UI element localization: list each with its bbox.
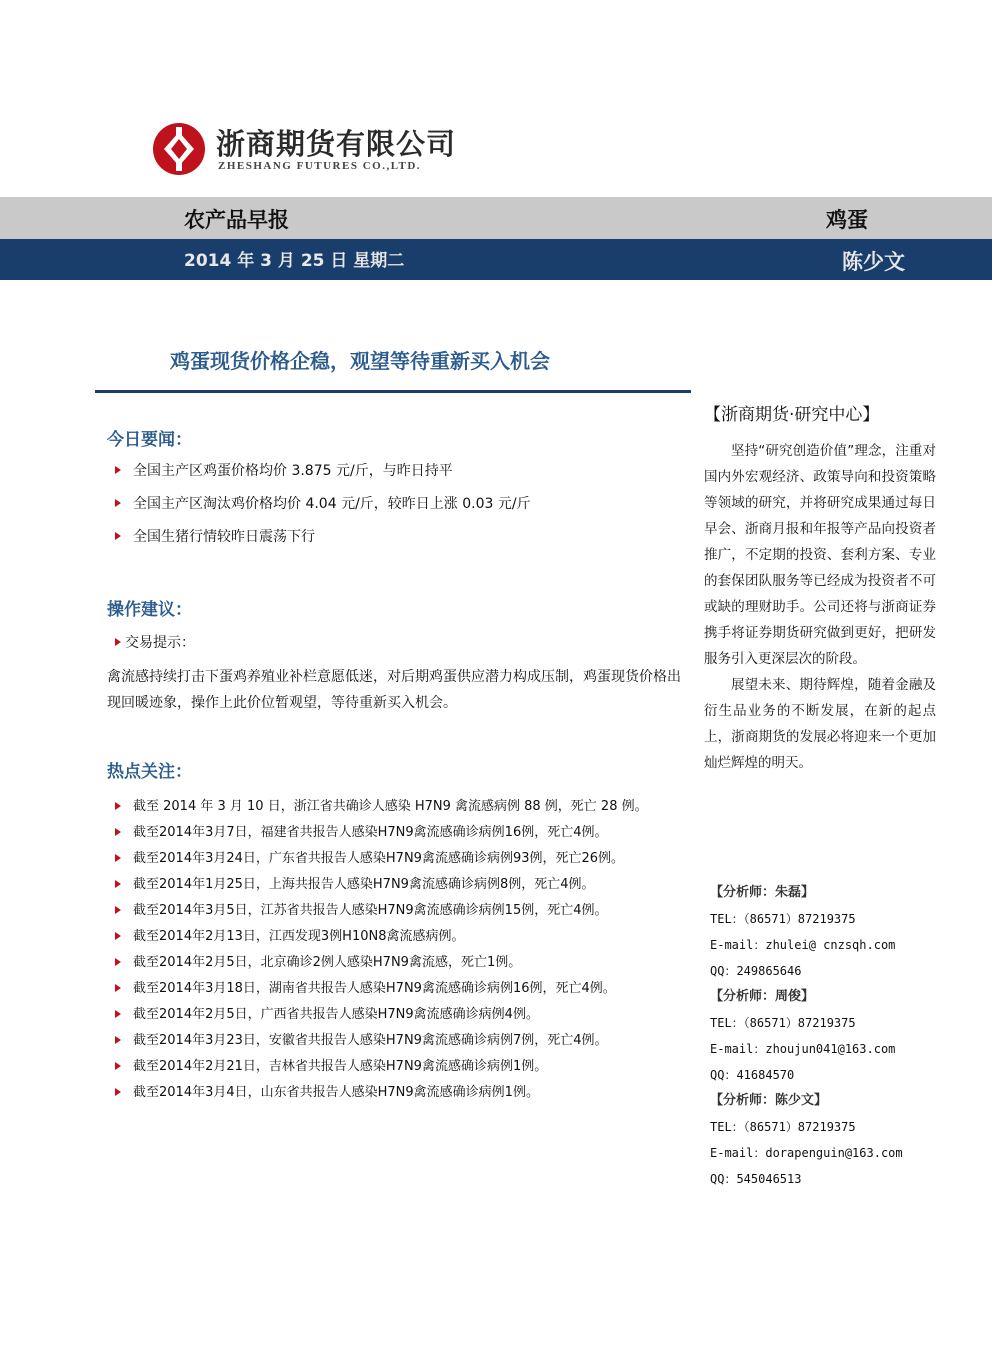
news-section-title: 今日要闻： <box>107 430 192 450</box>
hot-item: 截至2014年3月5日，江苏省共报告人感染H7N9禽流感确诊病例15例，死亡4例。 <box>115 900 648 926</box>
analyst-qq: QQ：545046513 <box>710 1172 802 1186</box>
bullet-triangle-icon <box>115 932 121 940</box>
bullet-triangle-icon <box>115 1088 121 1096</box>
news-list <box>115 460 531 559</box>
bullet-triangle-icon <box>115 984 121 992</box>
hot-item: 截至2014年2月13日，江西发现3例H10N8禽流感病例。 <box>115 926 648 952</box>
report-headline: 鸡蛋现货价格企稳，观望等待重新买入机会 <box>170 349 550 373</box>
analyst-qq: QQ：41684570 <box>710 1068 795 1082</box>
intro-paragraph: 坚持“研究创造价值”理念，注重对国内外宏观经济、政策导向和投资策略等领域的研究，并将研究成果通过每日早会、浙商月报和年报等产品向投资者推广，不定期的投资、套利方案、专业的套保团队服务等已经成为投资者不可或缺的理财助手。公司还将与浙商证券携手将证券期货研究做到更好，把研发服务引入更深层次的阶段。 <box>704 443 936 667</box>
report-type: 农产品早报 <box>184 208 289 232</box>
advice-text: 禽流感持续打击下蛋鸡养殖业补栏意愿低迷，对后期鸡蛋供应潜力构成压制，鸡蛋现货价格出现回暖迹象，操作上此价位暂观望，等待重新买入机会。 <box>107 669 681 711</box>
analyst-email: E-mail：zhoujun041@163.com <box>710 1042 896 1056</box>
headline-divider <box>95 390 691 393</box>
bullet-triangle-icon <box>115 1010 121 1018</box>
analyst-tel: TEL：（86571）87219375 <box>710 1016 856 1030</box>
company-name-en: ZHESHANG FUTURES CO.,LTD. <box>218 160 422 172</box>
advice-section-title: 操作建议： <box>107 600 192 620</box>
bullet-triangle-icon <box>115 958 121 966</box>
analyst-email: E-mail：zhulei@ cnzsqh.com <box>710 938 896 952</box>
analyst-qq: QQ：249865646 <box>710 964 802 978</box>
bullet-triangle-icon <box>115 1062 121 1070</box>
bullet-triangle-icon <box>115 802 121 810</box>
analyst-name: 【分析师：朱磊】 <box>710 885 815 900</box>
hot-item: 截至2014年2月5日，北京确诊2例人感染H7N9禽流感，死亡1例。 <box>115 952 648 978</box>
analyst-email: E-mail：dorapenguin@163.com <box>710 1146 903 1160</box>
hot-item: 截至 2014 年 3 月 10 日，浙江省共确诊人感染 H7N9 禽流感病例 88 例，死亡 28 例。 <box>115 796 648 822</box>
bullet-triangle-icon <box>115 854 121 862</box>
hot-item: 截至2014年1月25日，上海共报告人感染H7N9禽流感确诊病例8例，死亡4例。 <box>115 874 648 900</box>
research-center-title: 【浙商期货·研究中心】 <box>704 405 880 425</box>
analyst-name: 【分析师：陈少文】 <box>710 1093 828 1108</box>
company-logo-icon <box>152 122 206 176</box>
hot-section-title: 热点关注： <box>107 762 192 782</box>
hot-item: 截至2014年3月23日，安徽省共报告人感染H7N9禽流感确诊病例7例，死亡4例。 <box>115 1030 648 1056</box>
hot-item: 截至2014年3月24日，广东省共报告人感染H7N9禽流感确诊病例93例，死亡26例。 <box>115 848 648 874</box>
bullet-triangle-icon <box>115 532 121 540</box>
company-logo <box>152 120 457 180</box>
bullet-triangle-icon <box>115 906 121 914</box>
research-center-intro <box>704 438 936 776</box>
hot-item: 截至2014年3月4日，山东省共报告人感染H7N9禽流感确诊病例1例。 <box>115 1082 648 1108</box>
bullet-triangle-icon <box>115 880 121 888</box>
analyst-contacts <box>710 882 970 1194</box>
bullet-triangle-icon <box>115 499 121 507</box>
bullet-triangle-icon <box>115 1036 121 1044</box>
hot-item: 截至2014年3月18日，湖南省共报告人感染H7N9禽流感确诊病例16例，死亡4例。 <box>115 978 648 1004</box>
news-item: 全国主产区鸡蛋价格均价 3.875 元/斤，与昨日持平 <box>115 460 531 493</box>
news-item: 全国生猪行情较昨日震荡下行 <box>115 526 531 559</box>
company-name-cn: 浙商期货有限公司 <box>216 127 457 161</box>
bullet-triangle-icon <box>115 638 121 646</box>
hot-list <box>115 796 648 1108</box>
news-item: 全国主产区淘汰鸡价格均价 4.04 元/斤，较昨日上涨 0.03 元/斤 <box>115 493 531 526</box>
report-date: 2014 年 3 月 25 日 星期二 <box>184 251 405 271</box>
analyst-tel: TEL：（86571）87219375 <box>710 912 856 926</box>
bullet-triangle-icon <box>115 466 121 474</box>
bullet-triangle-icon <box>115 828 121 836</box>
trade-tip-label: 交易提示： <box>115 632 195 652</box>
hot-item: 截至2014年3月7日，福建省共报告人感染H7N9禽流感确诊病例16例，死亡4例。 <box>115 822 648 848</box>
intro-paragraph: 展望未来、期待辉煌，随着金融及衍生品业务的不断发展，在新的起点上，浙商期货的发展必将迎来一个更加灿烂辉煌的明天。 <box>704 677 936 771</box>
analyst-name: 【分析师：周俊】 <box>710 989 815 1004</box>
commodity-label: 鸡蛋 <box>826 208 868 232</box>
analyst-tel: TEL：（86571）87219375 <box>710 1120 856 1134</box>
report-author: 陈少文 <box>842 250 905 274</box>
hot-item: 截至2014年2月5日，广西省共报告人感染H7N9禽流感确诊病例4例。 <box>115 1004 648 1030</box>
hot-item: 截至2014年2月21日，吉林省共报告人感染H7N9禽流感确诊病例1例。 <box>115 1056 648 1082</box>
